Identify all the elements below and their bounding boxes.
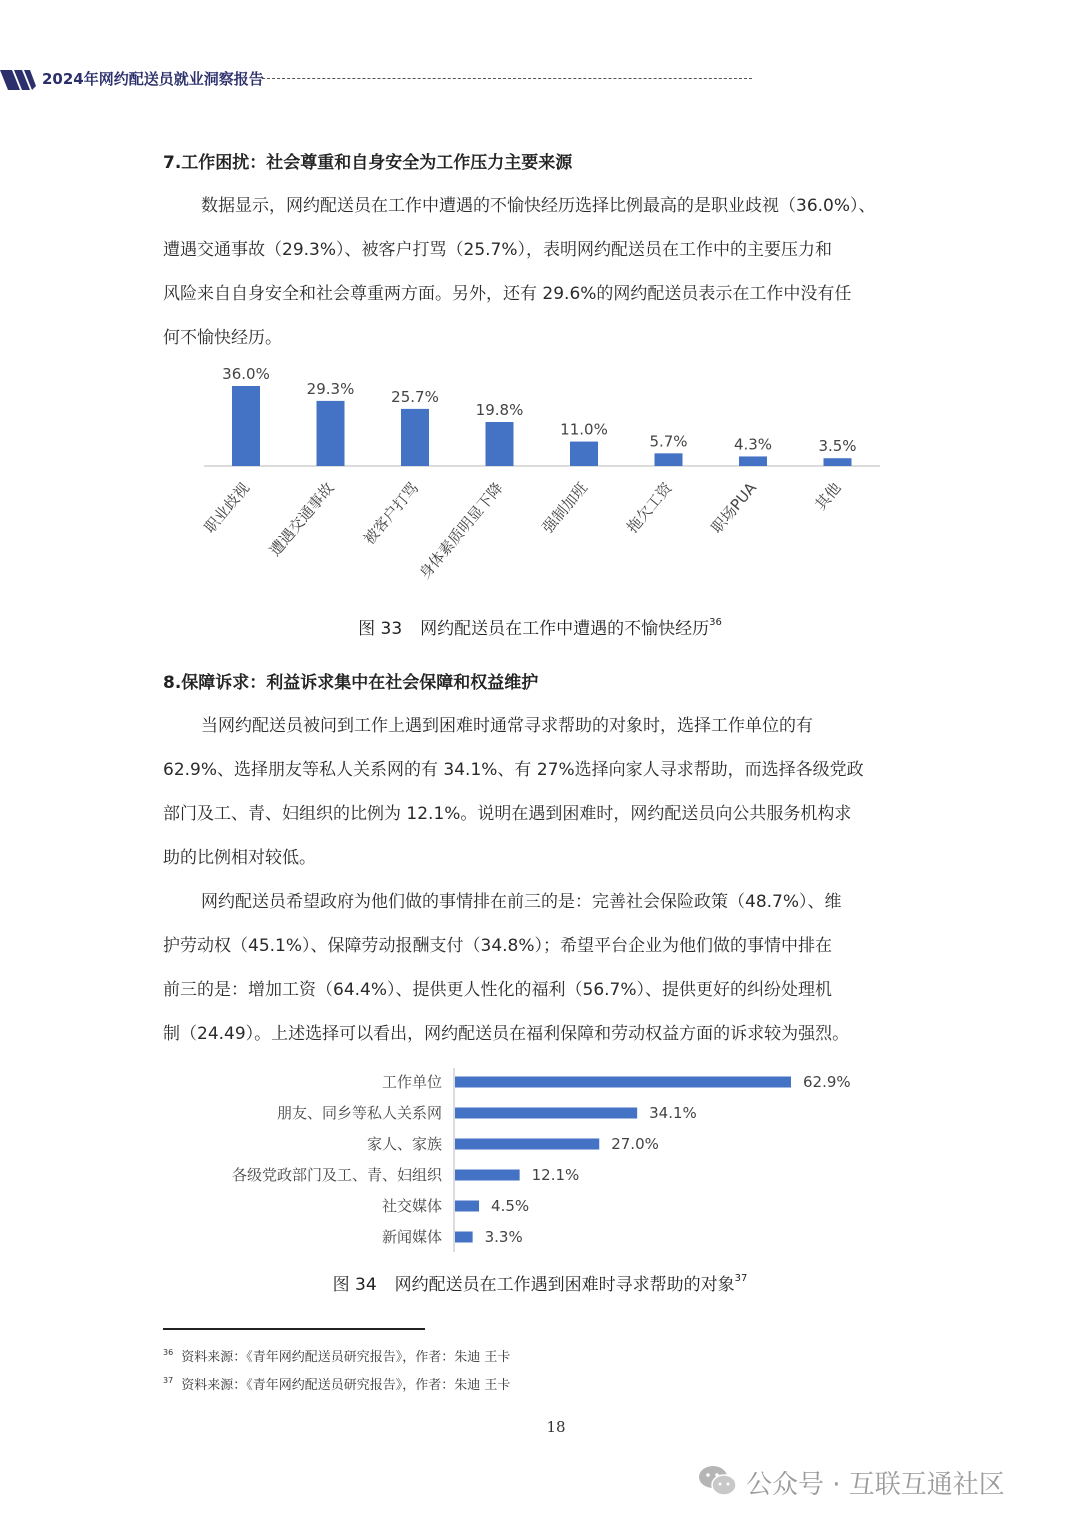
paragraph-line: 何不愉快经历。 [163,328,282,348]
bar [232,386,260,466]
section-8-paragraph-1 [163,704,943,880]
data-label: 4.5% [491,1197,530,1215]
paragraph-line: 遭遇交通事故（29.3%）、被客户打骂（25.7%），表明网约配送员在工作中的主要压力和 [163,240,833,260]
bar [824,458,852,466]
paragraph-line: 前三的是：增加工资（64.4%）、提供更人性化的福利（56.7%）、提供更好的纠纷处理机 [163,980,833,1000]
footnote-divider [163,1328,425,1330]
footnote-text: 资料来源：《青年网约配送员研究报告》，作者：朱迪 王卡 [181,1378,511,1393]
paragraph-line: 制（24.49）。上述选择可以看出，网约配送员在福利保障和劳动权益方面的诉求较为强烈。 [163,1024,850,1044]
data-label: 36.0% [222,365,270,383]
report-title: 2024年网约配送员就业洞察报告 [42,70,264,88]
paragraph-line: 网约配送员希望政府为他们做的事情排在前三的是：完善社会保险政策（48.7%）、维 [201,892,842,912]
watermark-text: 公众号 · 互联互通社区 [746,1470,1005,1500]
figure-34-caption [0,1270,1080,1295]
footnote-36 [163,1346,510,1365]
category-label: 朋友、同乡等私人关系网 [276,1104,442,1122]
data-label: 25.7% [391,387,439,406]
bar [655,453,683,466]
bar [739,456,767,466]
data-label: 12.1% [531,1166,580,1184]
page-number: 18 [546,1418,566,1436]
figure-34-label: 图 34 [332,1275,377,1295]
data-label: 11.0% [560,420,608,439]
data-label: 62.9% [803,1073,851,1091]
category-label: 家人、家族 [366,1135,442,1153]
paragraph-line: 护劳动权（45.1%）、保障劳动报酬支付（34.8%）；希望平台企业为他们做的事情中排在 [163,936,833,956]
data-label: 3.3% [484,1228,523,1246]
wechat-icon [698,1464,738,1498]
tick-label: 身体素质明显下降 [415,479,507,583]
paragraph-line: 62.9%、选择朋友等私人关系网的有 34.1%、有 27%选择向家人寻求帮助，而选择各级党政 [163,760,864,780]
bar [570,442,598,466]
bar [486,422,514,466]
figure-34-title: 网约配送员在工作遇到困难时寻求帮助的对象 [394,1275,735,1295]
tick-label: 被客户打骂 [360,479,423,549]
tick-label: 拖欠工资 [623,479,676,537]
paragraph-line: 数据显示，网约配送员在工作中遭遇的不愉快经历选择比例最高的是职业歧视（36.0%）、 [201,196,876,216]
figure-33-title: 网约配送员在工作中遭遇的不愉快经历 [420,619,710,639]
data-label: 27.0% [611,1135,659,1153]
section-8-paragraph-2 [163,880,943,1056]
footnote-37 [163,1374,510,1393]
figure-33-label: 图 33 [358,619,403,639]
section-7-heading: 7.工作困扰：社会尊重和自身安全为工作压力主要来源 [163,153,573,173]
data-label: 19.8% [475,401,524,419]
footnote-number: 36 [163,1348,174,1357]
paragraph-line: 部门及工、青、妇组织的比例为 12.1%。说明在遇到困难时，网约配送员向公共服务机构求 [163,804,852,824]
data-label: 5.7% [649,432,688,451]
tick-label: 职场PUA [707,479,761,537]
figure-33-footnote-ref: 36 [709,617,722,628]
tick-label: 强制加班 [538,479,592,537]
category-label: 社交媒体 [381,1197,442,1215]
figure-34-footnote-ref: 37 [734,1273,748,1284]
data-label: 3.5% [818,437,857,456]
data-label: 4.3% [733,435,773,454]
paragraph-line: 助的比例相对较低。 [163,848,316,868]
tick-label: 遭遇交通事故 [265,479,338,560]
section-8-heading: 8.保障诉求：利益诉求集中在社会保障和权益维护 [163,673,539,693]
footnote-number: 37 [163,1376,174,1385]
category-label: 新闻媒体 [381,1228,442,1246]
tick-label: 其他 [811,479,845,514]
data-label: 34.1% [649,1104,697,1122]
tick-label: 职业歧视 [200,479,254,537]
bar [317,401,345,466]
category-label: 工作单位 [381,1073,442,1091]
data-label: 29.3% [306,379,355,398]
footnote-text: 资料来源：《青年网约配送员研究报告》，作者：朱迪 王卡 [181,1350,511,1365]
figure-33-caption [0,614,1080,639]
paragraph-line: 风险来自自身安全和社会尊重两方面。另外，还有 29.6%的网约配送员表示在工作中没有任 [163,284,852,304]
category-label: 各级党政部门及工、青、妇组织 [231,1166,442,1184]
bar [401,409,429,466]
paragraph-line: 当网约配送员被问到工作上遇到困难时通常寻求帮助的对象时，选择工作单位的有 [201,716,813,736]
